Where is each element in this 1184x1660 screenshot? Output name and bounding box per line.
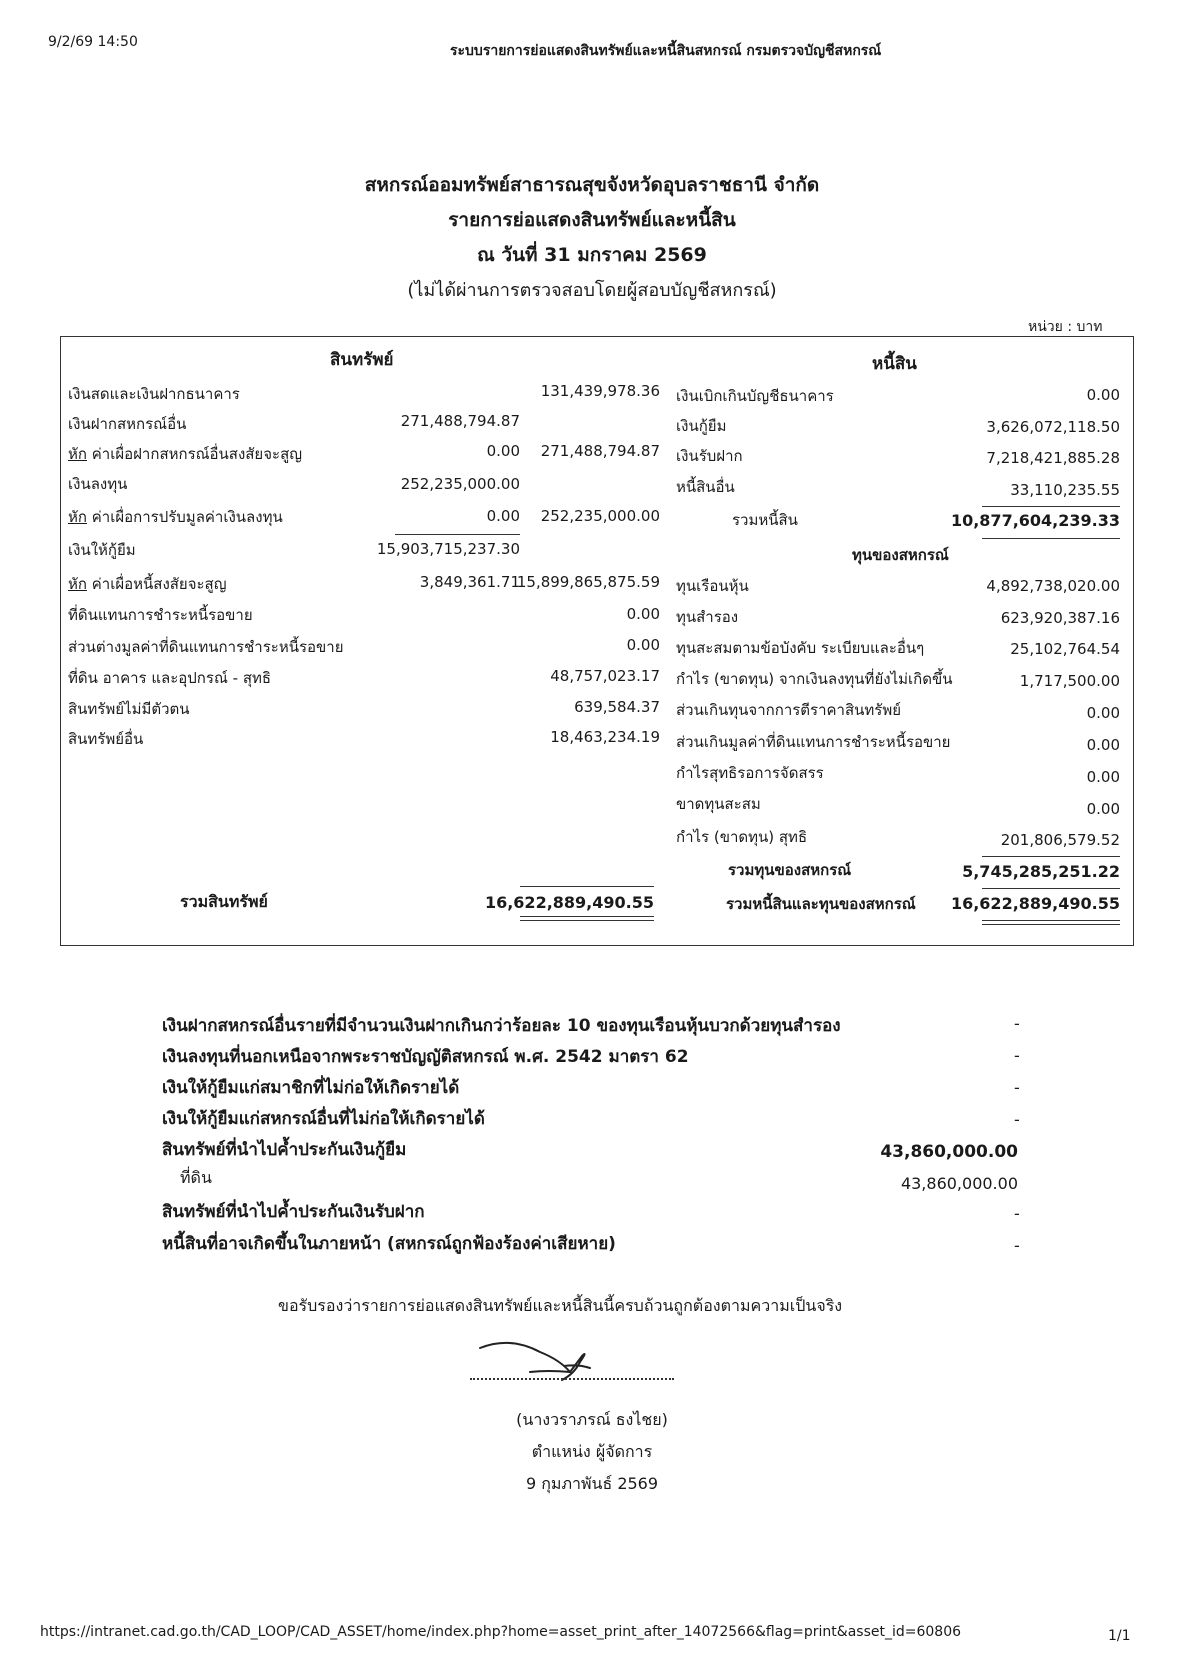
page-number: 1/1 [1108,1628,1131,1644]
equity-value: 0.00 [1086,768,1120,786]
equity-label: ทุนสะสมตามข้อบังคับ ระเบียบและอื่นๆ [676,639,925,657]
note-value: - [1014,1236,1020,1255]
grand-total-value: 16,622,889,490.55 [950,894,1120,913]
less-word: หัก [68,508,87,526]
asset-label [68,572,227,596]
note-value: - [1014,1014,1020,1033]
report-title: รายการย่อแสดงสินทรัพย์และหนี้สิน [448,209,736,231]
equity-label: ส่วนเกินมูลค่าที่ดินแทนการชำระหนี้รอขาย [676,733,951,751]
asset-label [68,505,283,529]
equity-value: 623,920,387.16 [1000,609,1120,627]
asset-sub: 0.00 [486,442,520,460]
asset-label-text: ค่าเผื่อการปรับมูลค่าเงินลงทุน [91,508,283,526]
equity-value: 1,717,500.00 [1019,672,1120,690]
equity-label: กำไรสุทธิรอการจัดสรร [676,764,824,782]
signer-name: (นางวราภรณ์ ธงไชย) [516,1410,668,1429]
asset-label: สินทรัพย์ไม่มีตัวตน [68,700,190,718]
asset-sub: 271,488,794.87 [400,412,520,430]
note-label: เงินให้กู้ยืมแก่สมาชิกที่ไม่ก่อให้เกิดรายได้ [162,1078,460,1098]
asset-total: 48,757,023.17 [550,667,660,685]
total-liabilities-value: 10,877,604,239.33 [950,511,1120,530]
liability-value: 3,626,072,118.50 [986,418,1120,436]
asset-sub: 15,903,715,237.30 [376,540,520,558]
asset-total-rule [520,886,654,887]
asset-label [68,442,302,466]
equity-subtotal-rule [982,856,1120,857]
total-equity-label: รวมทุนของสหกรณ์ [728,861,852,879]
asset-label: เงินฝากสหกรณ์อื่น [68,415,187,433]
total-assets-value: 16,622,889,490.55 [484,893,654,912]
organization-name: สหกรณ์ออมทรัพย์สาธารณสุขจังหวัดอุบลราชธานี จำกัด [364,174,820,196]
note-value: - [1014,1046,1020,1065]
liability-label: หนี้สินอื่น [676,478,735,496]
signer-position: ตำแหน่ง ผู้จัดการ [531,1442,653,1461]
asset-total-double-rule [520,916,654,921]
liability-value: 33,110,235.55 [1010,481,1120,499]
total-assets-label: รวมสินทรัพย์ [180,892,268,911]
equity-value: 0.00 [1086,736,1120,754]
total-equity-value: 5,745,285,251.22 [962,862,1120,881]
audit-note: (ไม่ได้ผ่านการตรวจสอบโดยผู้สอบบัญชีสหกรณ์) [407,280,777,301]
equity-label: กำไร (ขาดทุน) จากเงินลงทุนที่ยังไม่เกิดขึ้น [676,670,953,688]
total-liabilities-label: รวมหนี้สิน [732,511,798,529]
note-label: ที่ดิน [180,1168,212,1187]
equity-value: 0.00 [1086,800,1120,818]
asset-label: สินทรัพย์อื่น [68,730,144,748]
liability-label: เงินรับฝาก [676,447,743,465]
grand-total-double-rule [982,920,1120,925]
asset-label: เงินให้กู้ยืม [68,541,136,559]
liabilities-heading: หนี้สิน [872,354,917,374]
note-label: หนี้สินที่อาจเกิดขึ้นในภายหน้า (สหกรณ์ถูกฟ้องร้องค่าเสียหาย) [162,1234,616,1254]
note-value: 43,860,000.00 [900,1174,1018,1193]
note-label: สินทรัพย์ที่นำไปค้ำประกันเงินรับฝาก [162,1202,425,1222]
asset-total: 0.00 [626,605,660,623]
equity-total-rule [982,888,1120,889]
asset-label: เงินสดและเงินฝากธนาคาร [68,385,240,403]
asset-total: 131,439,978.36 [540,382,660,400]
asset-label: ส่วนต่างมูลค่าที่ดินแทนการชำระหนี้รอขาย [68,638,344,656]
liability-subtotal-rule [982,506,1120,507]
source-url: https://intranet.cad.go.th/CAD_LOOP/CAD_ASSET/home/index.php?home=asset_print_after_14072566&flag=print&asset_id=60806 [40,1624,962,1640]
system-title: ระบบรายการย่อแสดงสินทรัพย์และหนี้สินสหกรณ์ กรมตรวจบัญชีสหกรณ์ [450,43,882,59]
signature [470,1330,610,1390]
asset-total: 0.00 [626,636,660,654]
equity-value: 4,892,738,020.00 [986,577,1120,595]
asset-sub: 252,235,000.00 [400,475,520,493]
asset-sub: 0.00 [486,507,520,525]
less-word: หัก [68,445,87,463]
liability-value: 7,218,421,885.28 [986,449,1120,467]
print-datetime: 9/2/69 14:50 [48,34,138,50]
note-value: - [1014,1204,1020,1223]
signed-date: 9 กุมภาพันธ์ 2569 [525,1474,659,1493]
asset-total: 639,584.37 [574,698,660,716]
signature-line [470,1378,674,1380]
asset-label: ที่ดินแทนการชำระหนี้รอขาย [68,606,253,624]
asset-label: เงินลงทุน [68,475,128,493]
less-word: หัก [68,575,87,593]
asset-total: 18,463,234.19 [550,728,660,746]
assets-heading: สินทรัพย์ [330,350,394,370]
grand-total-label: รวมหนี้สินและทุนของสหกรณ์ [726,895,916,913]
asset-sub: 3,849,361.71 [419,573,520,591]
certification-statement: ขอรับรองว่ารายการย่อแสดงสินทรัพย์และหนี้สินนี้ครบถ้วนถูกต้องตามความเป็นจริง [278,1296,843,1315]
note-label: เงินให้กู้ยืมแก่สหกรณ์อื่นที่ไม่ก่อให้เกิดรายได้ [162,1109,485,1129]
asset-label-text: ค่าเผื่อหนี้สงสัยจะสูญ [91,575,227,593]
equity-heading: ทุนของสหกรณ์ [852,546,949,564]
unit-label: หน่วย : บาท [1028,319,1103,335]
note-value: - [1014,1078,1020,1097]
equity-label: ส่วนเกินทุนจากการตีราคาสินทรัพย์ [676,701,901,719]
equity-value: 0.00 [1086,704,1120,722]
liability-label: เงินเบิกเกินบัญชีธนาคาร [676,387,834,405]
equity-value: 25,102,764.54 [1010,640,1120,658]
report-date: ณ วันที่ 31 มกราคม 2569 [477,244,707,266]
note-value: 43,860,000.00 [880,1142,1018,1162]
liability-label: เงินกู้ยืม [676,417,727,435]
asset-subtotal-rule [395,534,520,535]
equity-value: 201,806,579.52 [1000,831,1120,849]
asset-label-text: ค่าเผื่อฝากสหกรณ์อื่นสงสัยจะสูญ [91,445,303,463]
equity-label: ทุนสำรอง [676,608,739,626]
asset-total: 252,235,000.00 [540,507,660,525]
equity-label: กำไร (ขาดทุน) สุทธิ [676,828,808,846]
liability-value: 0.00 [1086,386,1120,404]
asset-label: ที่ดิน อาคาร และอุปกรณ์ - สุทธิ [68,669,272,687]
note-label: เงินลงทุนที่นอกเหนือจากพระราชบัญญัติสหกรณ์ พ.ศ. 2542 มาตรา 62 [162,1047,689,1067]
note-label: สินทรัพย์ที่นำไปค้ำประกันเงินกู้ยืม [162,1140,407,1160]
equity-label: ขาดทุนสะสม [676,795,761,813]
liability-total-rule [982,538,1120,539]
asset-total: 15,899,865,875.59 [516,573,660,591]
note-value: - [1014,1110,1020,1129]
equity-label: ทุนเรือนหุ้น [676,577,749,595]
note-label: เงินฝากสหกรณ์อื่นรายที่มีจำนวนเงินฝากเกินกว่าร้อยละ 10 ของทุนเรือนหุ้นบวกด้วยทุนสำรอง [162,1016,841,1036]
asset-total: 271,488,794.87 [540,442,660,460]
